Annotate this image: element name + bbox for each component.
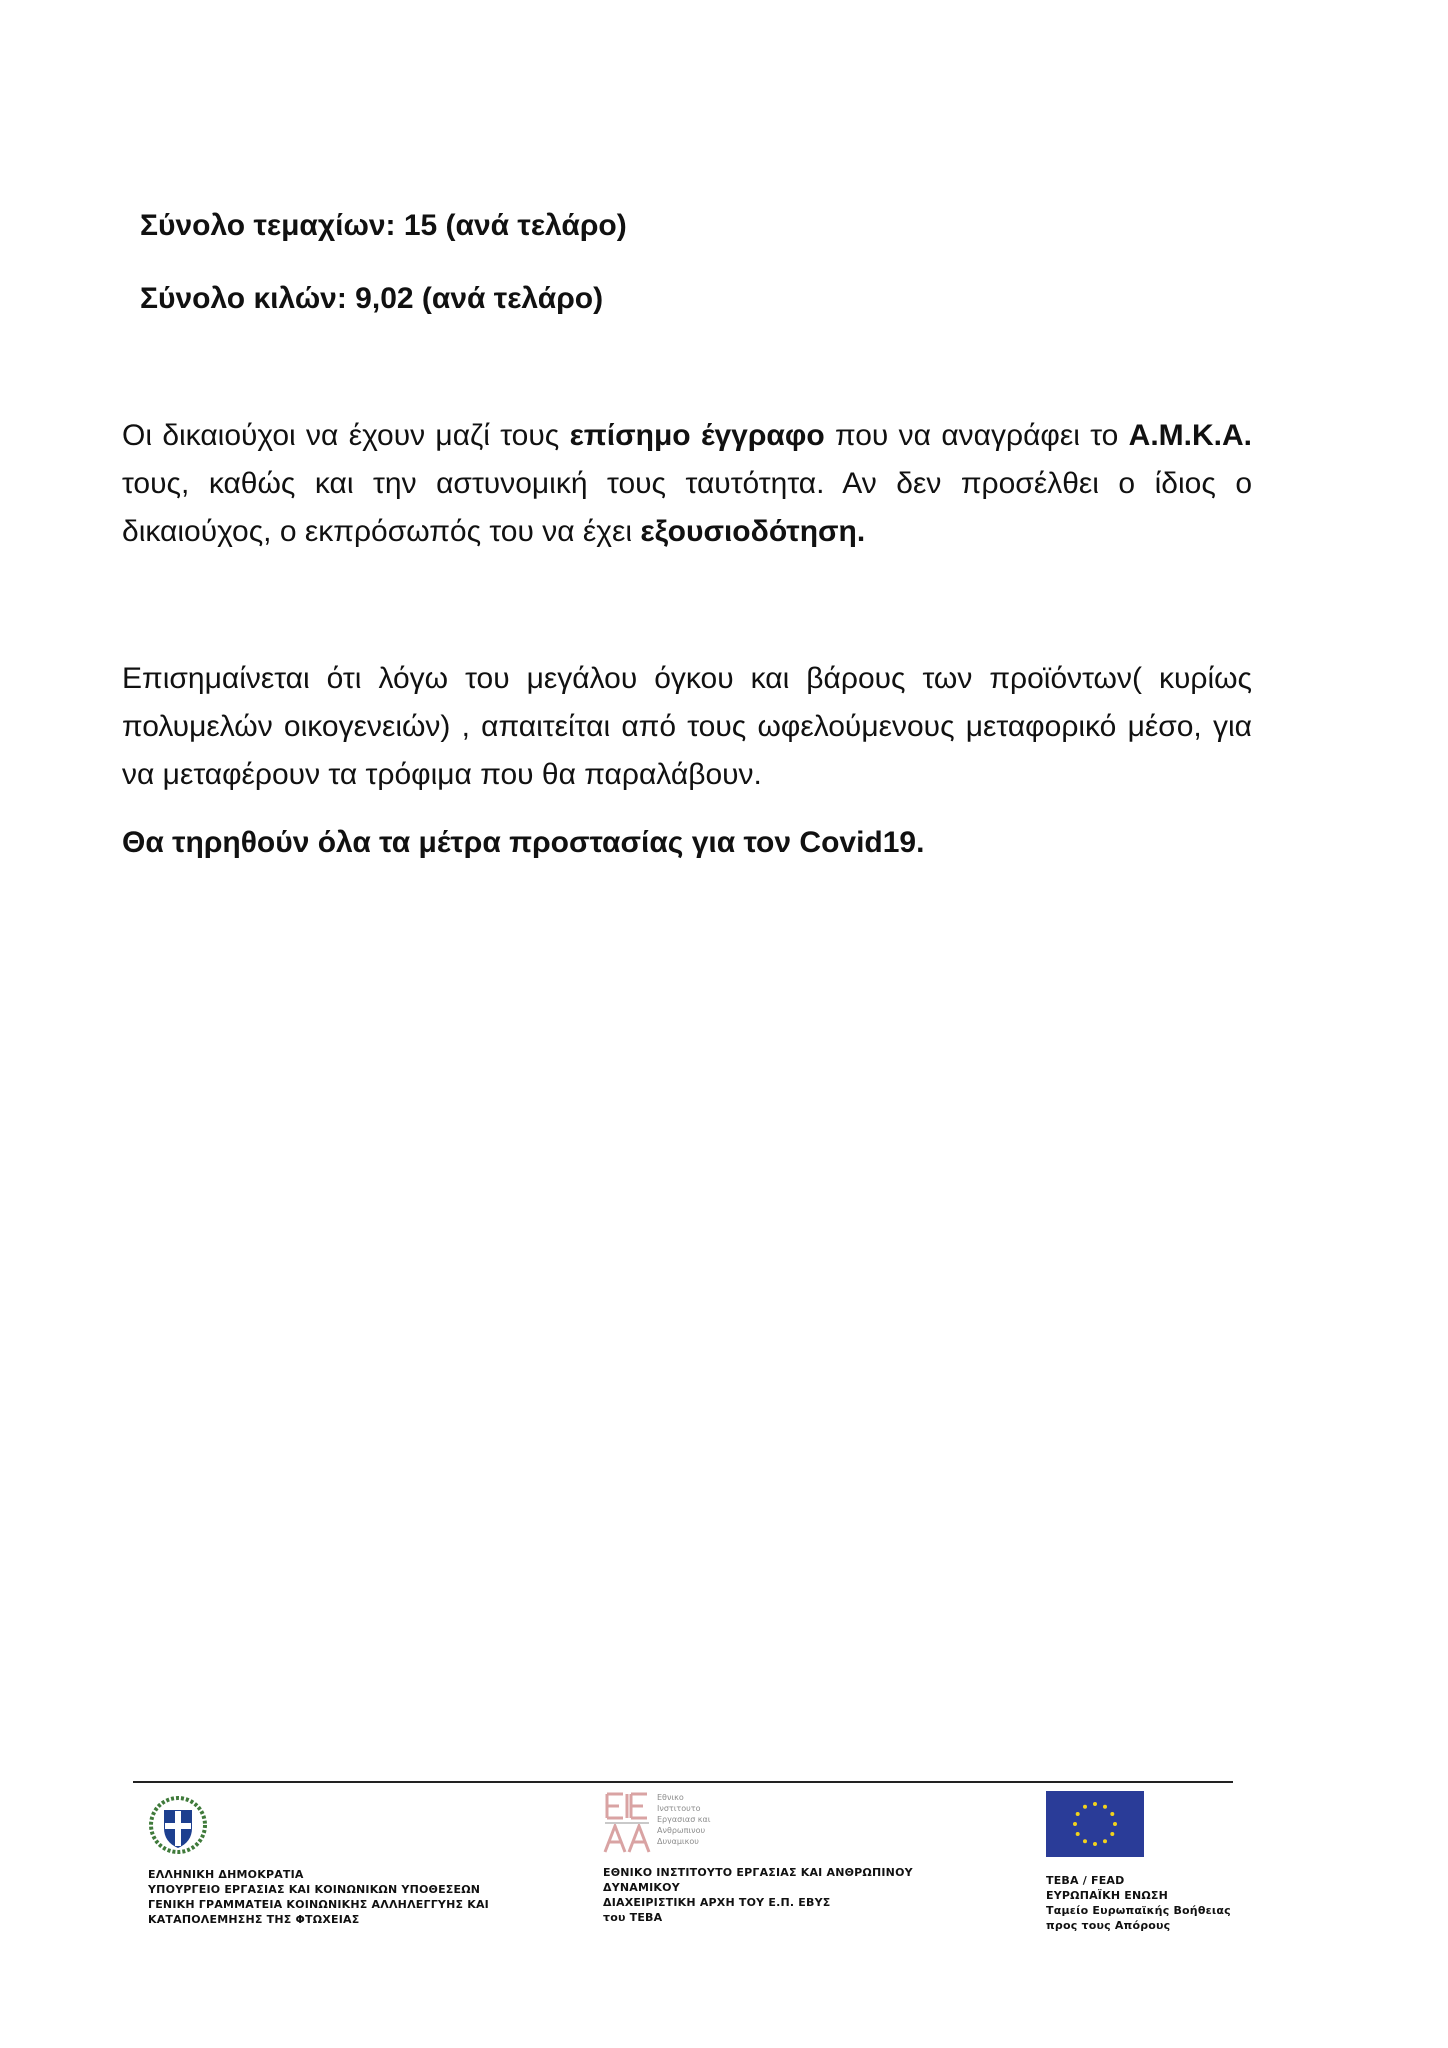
eu-star bbox=[1093, 1842, 1097, 1846]
greek-seal-logo bbox=[148, 1796, 208, 1854]
eu-star bbox=[1103, 1805, 1107, 1809]
svg-text:Εργασιασ και: Εργασιασ και bbox=[657, 1815, 711, 1824]
eu-star bbox=[1113, 1822, 1117, 1826]
svg-text:Ινστιτουτο: Ινστιτουτο bbox=[657, 1804, 701, 1813]
eu-star bbox=[1083, 1839, 1087, 1843]
eu-star bbox=[1083, 1805, 1087, 1809]
footer-institute-text: ΕΘΝΙΚΟ ΙΝΣΤΙΤΟΥΤΟ ΕΡΓΑΣΙΑΣ ΚΑΙ ΑΝΘΡΩΠΙΝΟΥ ΔΥΝΑΜΙΚΟΥ ΔΙΑΧΕΙΡΙΣΤΙΚΗ ΑΡΧΗ ΤΟΥ Ε.Π. ΕΒΥΣ του ΤΕΒΑ bbox=[603, 1866, 913, 1924]
footer-ministry-text: ΕΛΛΗΝΙΚΗ ΔΗΜΟΚΡΑΤΙΑ ΥΠΟΥΡΓΕΙΟ ΕΡΓΑΣΙΑΣ ΚΑΙ ΚΟΙΝΩΝΙΚΩΝ ΥΠΟΘΕΣΕΩΝ ΓΕΝΙΚΗ ΓΡΑΜΜΑΤΕΙΑ ΚΟΙΝΩΝΙΚΗΣ ΑΛΛΗΛΕΓΓΥΗΣ ΚΑΙ ΚΑΤΑΠΟΛΕΜΗΣΗΣ ΤΗΣ ΦΤΩΧΕΙΑΣ bbox=[148, 1868, 489, 1926]
documents-paragraph bbox=[122, 412, 1252, 556]
eu-flag-logo bbox=[1046, 1791, 1144, 1857]
bold-authorization: εξουσιοδότηση. bbox=[640, 515, 866, 548]
eu-star bbox=[1103, 1839, 1107, 1843]
eu-star bbox=[1110, 1832, 1114, 1836]
eiead-logo bbox=[603, 1790, 733, 1856]
eu-star bbox=[1076, 1812, 1080, 1816]
total-pieces-line: Σύνολο τεμαχίων: 15 (ανά τελάρο) bbox=[140, 209, 627, 242]
footer-divider bbox=[133, 1781, 1233, 1783]
bold-amka: Α.Μ.Κ.Α. bbox=[1128, 419, 1252, 452]
text: Οι δικαιούχοι να έχουν μαζί τους bbox=[122, 419, 570, 452]
eu-star bbox=[1110, 1812, 1114, 1816]
text: που να αναγράφει το bbox=[824, 419, 1129, 452]
bold-official-document: επίσημο έγγραφο bbox=[569, 419, 825, 452]
svg-text:Εθνικο: Εθνικο bbox=[657, 1793, 684, 1802]
svg-text:Ανθρωπινου: Ανθρωπινου bbox=[657, 1826, 706, 1835]
eu-star bbox=[1073, 1822, 1077, 1826]
svg-text:Δυναμικου: Δυναμικου bbox=[657, 1837, 699, 1846]
covid-notice: Θα τηρηθούν όλα τα μέτρα προστασίας για τον Covid19. bbox=[122, 826, 925, 859]
eu-star bbox=[1076, 1832, 1080, 1836]
transport-paragraph: Επισημαίνεται ότι λόγω του μεγάλου όγκου και βάρους των προϊόντων( κυρίως πολυμελών οικογενειών) , απαιτείται από τους ωφελούμενους μεταφορικό μέσο, για να μεταφέρουν τα τρόφιμα που θα παραλάβουν. bbox=[122, 662, 1252, 791]
text: τους, καθώς και την αστυνομική τους ταυτότητα. Αν δεν προσέλθει ο ίδιος ο δικαιούχος, ο εκπρόσωπός του να έχει bbox=[122, 467, 1252, 548]
eu-star bbox=[1093, 1802, 1097, 1806]
footer-fead-text: ΤΕΒΑ / FEAD ΕΥΡΩΠΑΪΚΗ ΕΝΩΣΗ Ταμείο Ευρωπαϊκής Βοήθειας προς τους Απόρους bbox=[1046, 1874, 1231, 1932]
total-kilos-line: Σύνολο κιλών: 9,02 (ανά τελάρο) bbox=[140, 282, 604, 315]
